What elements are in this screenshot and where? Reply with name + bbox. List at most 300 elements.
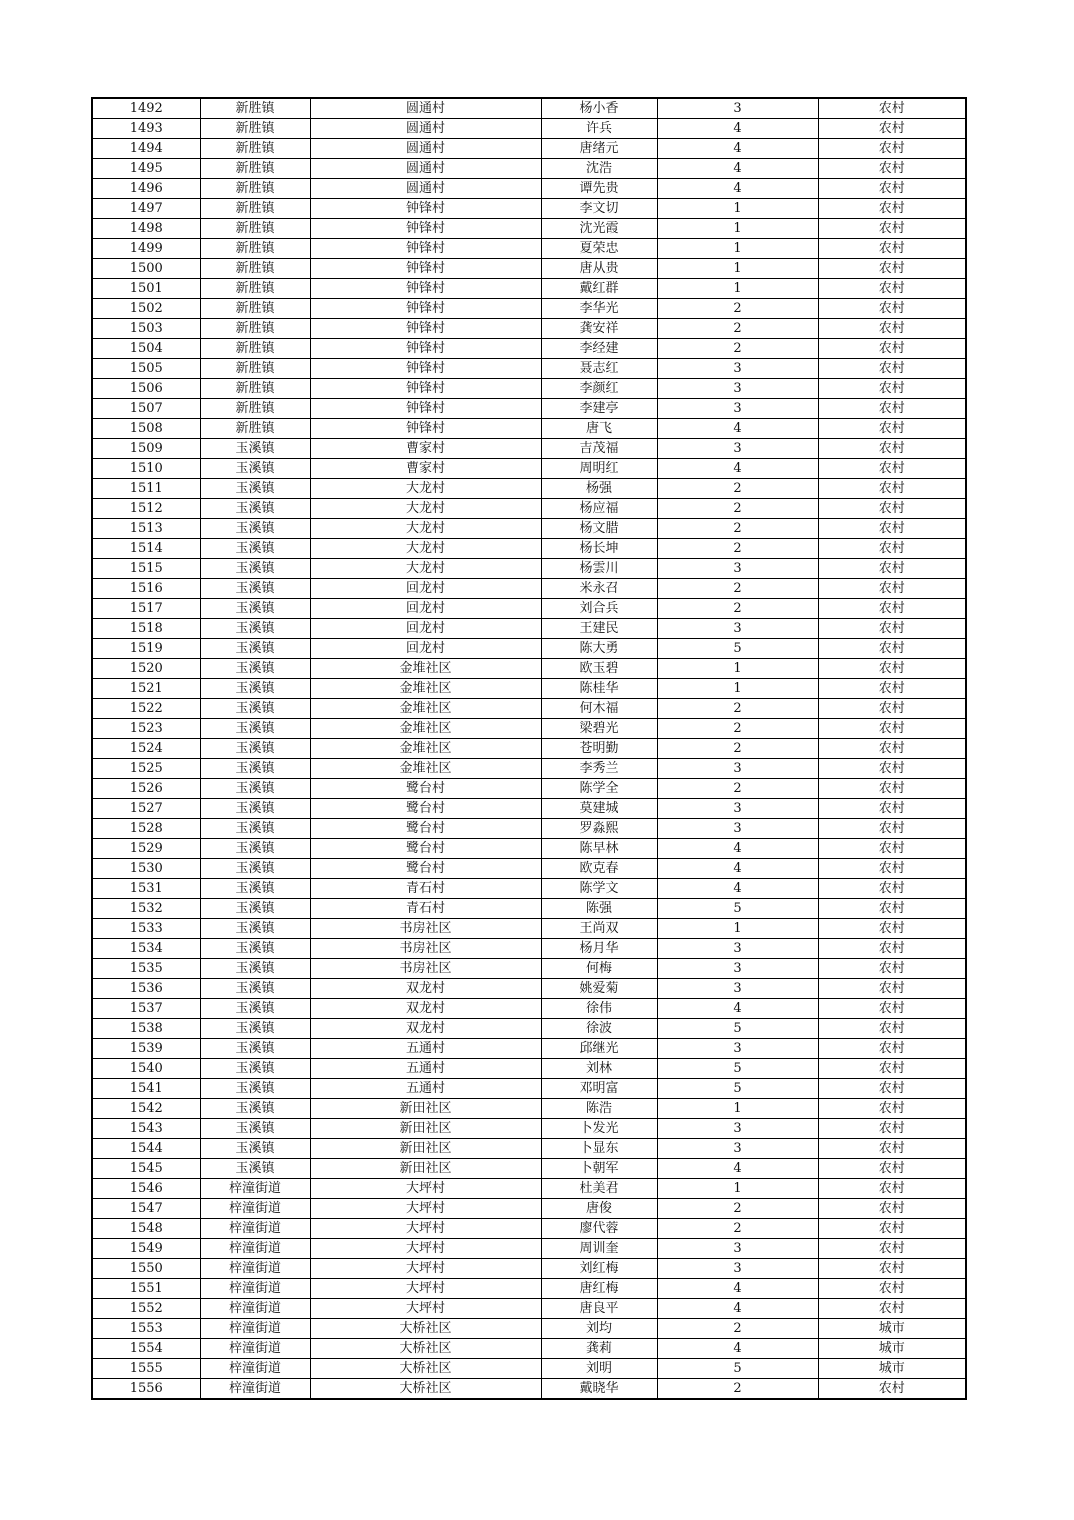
area-type-cell: 农村 — [818, 739, 966, 759]
area-type-cell: 农村 — [818, 219, 966, 239]
town-cell: 玉溪镇 — [200, 1139, 310, 1159]
household-size-cell: 2 — [657, 779, 818, 799]
household-size-cell: 2 — [657, 519, 818, 539]
table-row — [92, 419, 966, 439]
town-cell: 新胜镇 — [200, 399, 310, 419]
row-number-cell: 1515 — [92, 559, 200, 579]
town-cell: 玉溪镇 — [200, 519, 310, 539]
name-cell: 李华光 — [541, 299, 657, 319]
town-cell: 新胜镇 — [200, 339, 310, 359]
area-type-cell: 农村 — [818, 639, 966, 659]
table-row — [92, 459, 966, 479]
town-cell: 玉溪镇 — [200, 1079, 310, 1099]
row-number-cell: 1504 — [92, 339, 200, 359]
name-cell: 李建亭 — [541, 399, 657, 419]
town-cell: 新胜镇 — [200, 319, 310, 339]
row-number-cell: 1541 — [92, 1079, 200, 1099]
name-cell: 杨雲川 — [541, 559, 657, 579]
town-cell: 新胜镇 — [200, 279, 310, 299]
area-type-cell: 农村 — [818, 1039, 966, 1059]
area-type-cell: 农村 — [818, 819, 966, 839]
town-cell: 玉溪镇 — [200, 439, 310, 459]
name-cell: 唐绪元 — [541, 139, 657, 159]
town-cell: 梓潼街道 — [200, 1179, 310, 1199]
household-size-cell: 4 — [657, 879, 818, 899]
name-cell: 刘红梅 — [541, 1259, 657, 1279]
town-cell: 玉溪镇 — [200, 839, 310, 859]
row-number-cell: 1542 — [92, 1099, 200, 1119]
town-cell: 新胜镇 — [200, 119, 310, 139]
row-number-cell: 1545 — [92, 1159, 200, 1179]
table-row — [92, 1179, 966, 1199]
household-size-cell: 3 — [657, 1119, 818, 1139]
area-type-cell: 农村 — [818, 1099, 966, 1119]
town-cell: 玉溪镇 — [200, 859, 310, 879]
town-cell: 新胜镇 — [200, 179, 310, 199]
town-cell: 玉溪镇 — [200, 759, 310, 779]
name-cell: 龚安祥 — [541, 319, 657, 339]
town-cell: 梓潼街道 — [200, 1199, 310, 1219]
name-cell: 邓明富 — [541, 1079, 657, 1099]
name-cell: 龚莉 — [541, 1339, 657, 1359]
row-number-cell: 1540 — [92, 1059, 200, 1079]
town-cell: 玉溪镇 — [200, 999, 310, 1019]
table-row — [92, 299, 966, 319]
table-row — [92, 879, 966, 899]
household-size-cell: 3 — [657, 819, 818, 839]
table-row — [92, 1119, 966, 1139]
town-cell: 梓潼街道 — [200, 1239, 310, 1259]
row-number-cell: 1496 — [92, 179, 200, 199]
village-cell: 金堆社区 — [310, 719, 541, 739]
table-row — [92, 159, 966, 179]
table-row — [92, 739, 966, 759]
name-cell: 杨强 — [541, 479, 657, 499]
row-number-cell: 1517 — [92, 599, 200, 619]
name-cell: 苍明勤 — [541, 739, 657, 759]
area-type-cell: 农村 — [818, 979, 966, 999]
village-cell: 钟锋村 — [310, 339, 541, 359]
village-cell: 双龙村 — [310, 999, 541, 1019]
household-size-cell: 3 — [657, 1239, 818, 1259]
village-cell: 金堆社区 — [310, 739, 541, 759]
household-size-cell: 2 — [657, 539, 818, 559]
village-cell: 大坪村 — [310, 1219, 541, 1239]
row-number-cell: 1521 — [92, 679, 200, 699]
village-cell: 大龙村 — [310, 559, 541, 579]
town-cell: 玉溪镇 — [200, 579, 310, 599]
area-type-cell: 农村 — [818, 999, 966, 1019]
row-number-cell: 1497 — [92, 199, 200, 219]
table-row — [92, 479, 966, 499]
row-number-cell: 1555 — [92, 1359, 200, 1379]
village-cell: 大桥社区 — [310, 1339, 541, 1359]
town-cell: 梓潼街道 — [200, 1299, 310, 1319]
village-cell: 钟锋村 — [310, 359, 541, 379]
table-row — [92, 1039, 966, 1059]
name-cell: 杨长坤 — [541, 539, 657, 559]
table-row — [92, 1339, 966, 1359]
household-size-cell: 3 — [657, 1039, 818, 1059]
town-cell: 玉溪镇 — [200, 539, 310, 559]
town-cell: 玉溪镇 — [200, 899, 310, 919]
household-size-cell: 3 — [657, 959, 818, 979]
household-size-cell: 3 — [657, 439, 818, 459]
row-number-cell: 1492 — [92, 98, 200, 119]
name-cell: 陈学全 — [541, 779, 657, 799]
row-number-cell: 1505 — [92, 359, 200, 379]
household-size-cell: 2 — [657, 739, 818, 759]
town-cell: 玉溪镇 — [200, 699, 310, 719]
village-cell: 鹭台村 — [310, 839, 541, 859]
household-size-cell: 2 — [657, 1319, 818, 1339]
area-type-cell: 农村 — [818, 459, 966, 479]
village-cell: 大坪村 — [310, 1279, 541, 1299]
table-row — [92, 279, 966, 299]
village-cell: 大坪村 — [310, 1199, 541, 1219]
table-row — [92, 339, 966, 359]
household-size-cell: 2 — [657, 719, 818, 739]
village-cell: 大坪村 — [310, 1299, 541, 1319]
table-row — [92, 519, 966, 539]
row-number-cell: 1519 — [92, 639, 200, 659]
area-type-cell: 农村 — [818, 1299, 966, 1319]
household-size-cell: 3 — [657, 359, 818, 379]
household-size-cell: 1 — [657, 279, 818, 299]
village-cell: 大龙村 — [310, 479, 541, 499]
village-cell: 五通村 — [310, 1059, 541, 1079]
name-cell: 徐波 — [541, 1019, 657, 1039]
row-number-cell: 1537 — [92, 999, 200, 1019]
household-size-cell: 2 — [657, 299, 818, 319]
town-cell: 玉溪镇 — [200, 1099, 310, 1119]
area-type-cell: 农村 — [818, 1219, 966, 1239]
town-cell: 玉溪镇 — [200, 599, 310, 619]
household-size-cell: 2 — [657, 599, 818, 619]
area-type-cell: 农村 — [818, 599, 966, 619]
table-row — [92, 659, 966, 679]
town-cell: 玉溪镇 — [200, 919, 310, 939]
household-size-cell: 3 — [657, 979, 818, 999]
area-type-cell: 农村 — [818, 119, 966, 139]
area-type-cell: 农村 — [818, 1199, 966, 1219]
table-row — [92, 999, 966, 1019]
table-row — [92, 1059, 966, 1079]
table-row — [92, 1379, 966, 1400]
name-cell: 杨应福 — [541, 499, 657, 519]
name-cell: 姚爱菊 — [541, 979, 657, 999]
area-type-cell: 农村 — [818, 859, 966, 879]
row-number-cell: 1506 — [92, 379, 200, 399]
town-cell: 新胜镇 — [200, 98, 310, 119]
table-row — [92, 379, 966, 399]
household-size-cell: 1 — [657, 239, 818, 259]
town-cell: 玉溪镇 — [200, 719, 310, 739]
village-cell: 新田社区 — [310, 1099, 541, 1119]
area-type-cell: 农村 — [818, 659, 966, 679]
row-number-cell: 1539 — [92, 1039, 200, 1059]
town-cell: 玉溪镇 — [200, 879, 310, 899]
household-size-cell: 2 — [657, 339, 818, 359]
row-number-cell: 1547 — [92, 1199, 200, 1219]
name-cell: 陈强 — [541, 899, 657, 919]
table-row — [92, 1359, 966, 1379]
name-cell: 唐飞 — [541, 419, 657, 439]
name-cell: 刘均 — [541, 1319, 657, 1339]
table-row — [92, 1079, 966, 1099]
town-cell: 梓潼街道 — [200, 1379, 310, 1400]
row-number-cell: 1510 — [92, 459, 200, 479]
household-size-cell: 3 — [657, 799, 818, 819]
row-number-cell: 1527 — [92, 799, 200, 819]
village-cell: 圆通村 — [310, 159, 541, 179]
table-row — [92, 599, 966, 619]
name-cell: 李秀兰 — [541, 759, 657, 779]
name-cell: 卜显东 — [541, 1139, 657, 1159]
table-row — [92, 239, 966, 259]
household-size-cell: 2 — [657, 1219, 818, 1239]
village-cell: 钟锋村 — [310, 259, 541, 279]
village-cell: 新田社区 — [310, 1159, 541, 1179]
name-cell: 李颜红 — [541, 379, 657, 399]
area-type-cell: 农村 — [818, 1259, 966, 1279]
table-row — [92, 399, 966, 419]
table-row — [92, 499, 966, 519]
row-number-cell: 1554 — [92, 1339, 200, 1359]
household-size-cell: 4 — [657, 1279, 818, 1299]
household-size-cell: 3 — [657, 98, 818, 119]
area-type-cell: 农村 — [818, 759, 966, 779]
town-cell: 梓潼街道 — [200, 1359, 310, 1379]
row-number-cell: 1535 — [92, 959, 200, 979]
village-cell: 大坪村 — [310, 1239, 541, 1259]
village-cell: 双龙村 — [310, 1019, 541, 1039]
household-size-cell: 4 — [657, 1299, 818, 1319]
table-row — [92, 1319, 966, 1339]
town-cell: 新胜镇 — [200, 299, 310, 319]
name-cell: 陈大勇 — [541, 639, 657, 659]
area-type-cell: 农村 — [818, 399, 966, 419]
area-type-cell: 城市 — [818, 1319, 966, 1339]
table-row — [92, 919, 966, 939]
area-type-cell: 农村 — [818, 379, 966, 399]
name-cell: 米永召 — [541, 579, 657, 599]
household-size-cell: 1 — [657, 679, 818, 699]
row-number-cell: 1556 — [92, 1379, 200, 1400]
household-size-cell: 5 — [657, 1059, 818, 1079]
area-type-cell: 农村 — [818, 799, 966, 819]
row-number-cell: 1501 — [92, 279, 200, 299]
row-number-cell: 1536 — [92, 979, 200, 999]
name-cell: 王建民 — [541, 619, 657, 639]
name-cell: 戴晓华 — [541, 1379, 657, 1400]
area-type-cell: 农村 — [818, 939, 966, 959]
town-cell: 梓潼街道 — [200, 1219, 310, 1239]
table-row — [92, 439, 966, 459]
village-cell: 钟锋村 — [310, 299, 541, 319]
row-number-cell: 1552 — [92, 1299, 200, 1319]
village-cell: 鹭台村 — [310, 859, 541, 879]
area-type-cell: 农村 — [818, 239, 966, 259]
row-number-cell: 1502 — [92, 299, 200, 319]
village-cell: 鹭台村 — [310, 819, 541, 839]
town-cell: 新胜镇 — [200, 159, 310, 179]
name-cell: 刘合兵 — [541, 599, 657, 619]
town-cell: 玉溪镇 — [200, 979, 310, 999]
table-row — [92, 1099, 966, 1119]
row-number-cell: 1516 — [92, 579, 200, 599]
name-cell: 李经建 — [541, 339, 657, 359]
table-row — [92, 1299, 966, 1319]
row-number-cell: 1507 — [92, 399, 200, 419]
table-row — [92, 219, 966, 239]
village-cell: 青石村 — [310, 899, 541, 919]
name-cell: 唐红梅 — [541, 1279, 657, 1299]
name-cell: 沈浩 — [541, 159, 657, 179]
area-type-cell: 农村 — [818, 1139, 966, 1159]
area-type-cell: 农村 — [818, 479, 966, 499]
household-size-cell: 1 — [657, 1099, 818, 1119]
row-number-cell: 1543 — [92, 1119, 200, 1139]
name-cell: 杨小香 — [541, 98, 657, 119]
data-table — [91, 97, 967, 1400]
table-row — [92, 619, 966, 639]
table-row — [92, 539, 966, 559]
area-type-cell: 农村 — [818, 98, 966, 119]
town-cell: 新胜镇 — [200, 359, 310, 379]
area-type-cell: 农村 — [818, 699, 966, 719]
household-size-cell: 4 — [657, 839, 818, 859]
name-cell: 聂志红 — [541, 359, 657, 379]
village-cell: 钟锋村 — [310, 199, 541, 219]
table-row — [92, 759, 966, 779]
row-number-cell: 1546 — [92, 1179, 200, 1199]
area-type-cell: 农村 — [818, 159, 966, 179]
row-number-cell: 1518 — [92, 619, 200, 639]
town-cell: 梓潼街道 — [200, 1319, 310, 1339]
area-type-cell: 农村 — [818, 1019, 966, 1039]
row-number-cell: 1549 — [92, 1239, 200, 1259]
row-number-cell: 1530 — [92, 859, 200, 879]
household-size-cell: 3 — [657, 1139, 818, 1159]
table-row — [92, 899, 966, 919]
village-cell: 钟锋村 — [310, 279, 541, 299]
household-size-cell: 4 — [657, 1339, 818, 1359]
table-row — [92, 719, 966, 739]
household-size-cell: 3 — [657, 399, 818, 419]
table-row — [92, 779, 966, 799]
area-type-cell: 农村 — [818, 839, 966, 859]
village-cell: 双龙村 — [310, 979, 541, 999]
town-cell: 玉溪镇 — [200, 639, 310, 659]
household-size-cell: 4 — [657, 419, 818, 439]
household-size-cell: 4 — [657, 119, 818, 139]
household-size-cell: 3 — [657, 1259, 818, 1279]
household-size-cell: 2 — [657, 1199, 818, 1219]
area-type-cell: 城市 — [818, 1359, 966, 1379]
household-size-cell: 5 — [657, 899, 818, 919]
name-cell: 刘林 — [541, 1059, 657, 1079]
town-cell: 新胜镇 — [200, 419, 310, 439]
row-number-cell: 1508 — [92, 419, 200, 439]
row-number-cell: 1553 — [92, 1319, 200, 1339]
household-size-cell: 2 — [657, 319, 818, 339]
town-cell: 新胜镇 — [200, 199, 310, 219]
town-cell: 玉溪镇 — [200, 779, 310, 799]
row-number-cell: 1512 — [92, 499, 200, 519]
town-cell: 玉溪镇 — [200, 799, 310, 819]
table-row — [92, 859, 966, 879]
village-cell: 圆通村 — [310, 119, 541, 139]
village-cell: 圆通村 — [310, 139, 541, 159]
name-cell: 刘明 — [541, 1359, 657, 1379]
town-cell: 新胜镇 — [200, 239, 310, 259]
row-number-cell: 1532 — [92, 899, 200, 919]
name-cell: 吉茂福 — [541, 439, 657, 459]
row-number-cell: 1528 — [92, 819, 200, 839]
village-cell: 鹭台村 — [310, 779, 541, 799]
household-size-cell: 3 — [657, 939, 818, 959]
row-number-cell: 1500 — [92, 259, 200, 279]
village-cell: 大桥社区 — [310, 1359, 541, 1379]
village-cell: 新田社区 — [310, 1139, 541, 1159]
town-cell: 玉溪镇 — [200, 679, 310, 699]
village-cell: 钟锋村 — [310, 239, 541, 259]
area-type-cell: 农村 — [818, 299, 966, 319]
town-cell: 玉溪镇 — [200, 739, 310, 759]
table-row — [92, 259, 966, 279]
name-cell: 陈桂华 — [541, 679, 657, 699]
village-cell: 大坪村 — [310, 1179, 541, 1199]
town-cell: 新胜镇 — [200, 259, 310, 279]
area-type-cell: 城市 — [818, 1339, 966, 1359]
town-cell: 玉溪镇 — [200, 659, 310, 679]
table-row — [92, 119, 966, 139]
village-cell: 书房社区 — [310, 939, 541, 959]
household-size-cell: 5 — [657, 1019, 818, 1039]
area-type-cell: 农村 — [818, 1179, 966, 1199]
household-size-cell: 2 — [657, 1379, 818, 1400]
area-type-cell: 农村 — [818, 1239, 966, 1259]
name-cell: 徐伟 — [541, 999, 657, 1019]
village-cell: 钟锋村 — [310, 319, 541, 339]
household-size-cell: 5 — [657, 1079, 818, 1099]
table-row — [92, 839, 966, 859]
table-row — [92, 319, 966, 339]
village-cell: 回龙村 — [310, 599, 541, 619]
town-cell: 梓潼街道 — [200, 1339, 310, 1359]
table-row — [92, 98, 966, 119]
village-cell: 曹家村 — [310, 439, 541, 459]
area-type-cell: 农村 — [818, 719, 966, 739]
town-cell: 玉溪镇 — [200, 1119, 310, 1139]
name-cell: 陈学文 — [541, 879, 657, 899]
table-row — [92, 1019, 966, 1039]
table-row — [92, 359, 966, 379]
name-cell: 杨文腊 — [541, 519, 657, 539]
village-cell: 回龙村 — [310, 579, 541, 599]
household-size-cell: 2 — [657, 579, 818, 599]
village-cell: 金堆社区 — [310, 759, 541, 779]
household-size-cell: 3 — [657, 379, 818, 399]
town-cell: 梓潼街道 — [200, 1279, 310, 1299]
village-cell: 大龙村 — [310, 539, 541, 559]
town-cell: 玉溪镇 — [200, 479, 310, 499]
name-cell: 梁碧光 — [541, 719, 657, 739]
household-size-cell: 4 — [657, 179, 818, 199]
area-type-cell: 农村 — [818, 879, 966, 899]
household-size-cell: 1 — [657, 219, 818, 239]
